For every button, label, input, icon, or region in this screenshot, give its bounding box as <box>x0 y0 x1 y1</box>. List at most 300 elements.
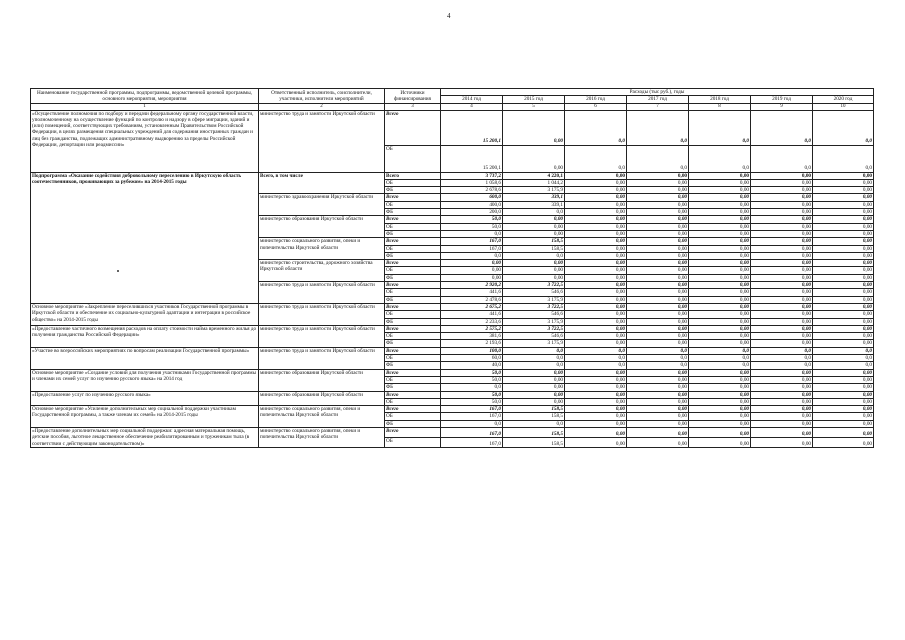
value-cell: 0,00 <box>751 282 813 289</box>
value-cell: 0,00 <box>751 325 813 332</box>
source-cell: ФБ <box>385 209 441 216</box>
value-cell: 0,00 <box>689 303 751 310</box>
table-row <box>31 303 874 310</box>
executor-cell: министерство образования Иркутской области <box>259 369 385 391</box>
value-cell: 0,00 <box>751 333 813 340</box>
year-header: 2017 год <box>627 96 689 103</box>
value-cell: 0,0 <box>751 145 813 172</box>
column-index: 5 <box>503 103 565 110</box>
value-cell: 0,00 <box>689 223 751 230</box>
value-cell: 0,00 <box>503 216 565 223</box>
value-cell: 0,00 <box>689 274 751 281</box>
value-cell: 0,00 <box>565 194 627 201</box>
value-cell: 40,0 <box>441 362 503 369</box>
value-cell: 3 722,5 <box>503 303 565 310</box>
value-cell: 0,00 <box>565 289 627 296</box>
value-cell: 0,00 <box>813 267 874 274</box>
source-cell: Всего <box>385 406 441 413</box>
value-cell: 0,0 <box>813 347 874 354</box>
value-cell: 0,00 <box>689 340 751 347</box>
value-cell: 3 722,5 <box>503 325 565 332</box>
value-cell: 2 675,2 <box>441 303 503 310</box>
value-cell: 0,00 <box>689 194 751 201</box>
value-cell: 0,00 <box>813 245 874 252</box>
value-cell: 0,00 <box>751 384 813 391</box>
source-cell: ФБ <box>385 274 441 281</box>
source-cell: ФБ <box>385 252 441 259</box>
column-index: 3 <box>385 103 441 110</box>
value-cell: 546,6 <box>503 289 565 296</box>
value-cell: 0,00 <box>627 340 689 347</box>
value-cell: 0,0 <box>751 362 813 369</box>
value-cell: 0,0 <box>565 145 627 172</box>
value-cell: 0,00 <box>751 340 813 347</box>
value-cell: 0,00 <box>565 201 627 208</box>
source-cell: ОБ <box>385 437 441 447</box>
value-cell: 0,00 <box>441 260 503 267</box>
value-cell: 0,00 <box>441 274 503 281</box>
value-cell: 0,00 <box>627 223 689 230</box>
table-row <box>31 325 874 332</box>
source-cell: ОБ <box>385 333 441 340</box>
value-cell: 0,00 <box>627 274 689 281</box>
program-cell: Основное мероприятие «Усиление дополнительных мер социальной поддержки участникам Государственной программы, а также членам их семей» на 2014-2015 годы <box>31 406 259 428</box>
value-cell: 0,00 <box>565 398 627 405</box>
value-cell: 0,00 <box>565 427 627 437</box>
value-cell: 158,5 <box>503 245 565 252</box>
value-cell: 0,00 <box>813 216 874 223</box>
value-cell: 2 193,6 <box>441 340 503 347</box>
col-expenses-header: Расходы (тыс руб.), годы <box>441 89 874 96</box>
value-cell: 0,00 <box>565 413 627 420</box>
value-cell: 0,00 <box>751 311 813 318</box>
value-cell: 2 920,2 <box>441 282 503 289</box>
value-cell: 0,00 <box>751 223 813 230</box>
value-cell: 0,00 <box>751 245 813 252</box>
value-cell: 0,00 <box>689 282 751 289</box>
value-cell: 158,5 <box>503 406 565 413</box>
source-cell: Всего <box>385 391 441 398</box>
value-cell: 0,00 <box>689 376 751 383</box>
source-cell: Всего <box>385 369 441 376</box>
value-cell: 0,00 <box>627 437 689 447</box>
value-cell: 339,1 <box>503 194 565 201</box>
value-cell: 0,00 <box>627 376 689 383</box>
value-cell: 0,0 <box>627 355 689 362</box>
budget-table <box>30 88 874 448</box>
value-cell: 0,00 <box>689 289 751 296</box>
year-header: 2014 год <box>441 96 503 103</box>
value-cell: 0,00 <box>751 274 813 281</box>
value-cell: 0,0 <box>503 347 565 354</box>
value-cell: 0,00 <box>689 427 751 437</box>
value-cell: 0,00 <box>751 406 813 413</box>
value-cell: 0,00 <box>689 369 751 376</box>
value-cell: 0,00 <box>627 384 689 391</box>
value-cell: 0,00 <box>689 179 751 186</box>
executor-cell: министерство образования Иркутской области <box>259 391 385 406</box>
value-cell: 0,00 <box>813 223 874 230</box>
value-cell: 0,0 <box>689 145 751 172</box>
value-cell: 0,00 <box>813 391 874 398</box>
value-cell: 0,00 <box>503 267 565 274</box>
value-cell: 0,00 <box>565 296 627 303</box>
value-cell: 0,00 <box>813 384 874 391</box>
value-cell: 546,6 <box>503 311 565 318</box>
executor-cell: министерство труда и занятости Иркутской области <box>259 282 385 304</box>
value-cell: 0,00 <box>751 252 813 259</box>
value-cell: 0,0 <box>441 420 503 427</box>
value-cell: 0,00 <box>565 238 627 245</box>
value-cell: 0,0 <box>689 355 751 362</box>
value-cell: 0,00 <box>565 311 627 318</box>
value-cell: 100,0 <box>441 347 503 354</box>
value-cell: 0,00 <box>503 391 565 398</box>
value-cell: 0,00 <box>627 369 689 376</box>
value-cell: 0,0 <box>441 252 503 259</box>
executor-cell: министерство социального развития, опеки и попечительства Иркутской области <box>259 406 385 428</box>
value-cell: 0,0 <box>751 355 813 362</box>
value-cell: 0,0 <box>565 355 627 362</box>
value-cell: 0,00 <box>751 216 813 223</box>
program-cell: «Осуществление полномочия по подбору и передачи федеральному органу государственной власти, уполномоченному на осуществление функций по контролю и надзору в сфере миграции, зданий и (или) помещений, соответствующих требованиям, установленным Правительством Российской Федерации, в целях размещения специальных учреждений для содержания иностранных граждан и лиц без гражданства, подлежащих административному выдворению за пределы Российской Федерации, депортации или реадмиссии» <box>31 110 259 172</box>
source-cell: Всего <box>385 427 441 437</box>
value-cell: 0,00 <box>813 238 874 245</box>
value-cell: 0,00 <box>503 145 565 172</box>
value-cell: 0,00 <box>565 384 627 391</box>
value-cell: 0,00 <box>565 369 627 376</box>
value-cell: 0,00 <box>813 282 874 289</box>
value-cell: 0,00 <box>813 437 874 447</box>
value-cell: 0,00 <box>689 216 751 223</box>
value-cell: 0,00 <box>627 427 689 437</box>
value-cell: 167,0 <box>441 245 503 252</box>
value-cell: 0,00 <box>565 333 627 340</box>
source-cell: ОБ <box>385 245 441 252</box>
source-cell: Всего <box>385 172 441 179</box>
value-cell: 0,00 <box>627 194 689 201</box>
page-number: 4 <box>447 12 451 20</box>
value-cell: 0,00 <box>627 260 689 267</box>
value-cell: 0,00 <box>813 398 874 405</box>
budget-table-wrapper <box>30 88 873 448</box>
value-cell: 158,5 <box>503 427 565 437</box>
column-index: 8 <box>689 103 751 110</box>
value-cell: 0,00 <box>503 376 565 383</box>
executor-cell: министерство здравоохранения Иркутской области <box>259 194 385 216</box>
column-index: 7 <box>627 103 689 110</box>
value-cell: 0,00 <box>627 179 689 186</box>
value-cell: 0,00 <box>813 413 874 420</box>
source-cell: ФБ <box>385 362 441 369</box>
value-cell: 0,00 <box>751 318 813 325</box>
value-cell: 441,6 <box>441 311 503 318</box>
source-cell: ОБ <box>385 179 441 186</box>
source-cell: ФБ <box>385 187 441 194</box>
value-cell: 0,00 <box>751 303 813 310</box>
source-cell: ОБ <box>385 311 441 318</box>
value-cell: 0,00 <box>813 311 874 318</box>
value-cell: 3 175,9 <box>503 187 565 194</box>
value-cell: 0,00 <box>751 201 813 208</box>
value-cell: 0,0 <box>627 347 689 354</box>
value-cell: 0,0 <box>565 110 627 145</box>
table-row <box>31 347 874 354</box>
value-cell: 0,00 <box>627 201 689 208</box>
value-cell: 3 722,5 <box>503 282 565 289</box>
value-cell: 0,00 <box>689 406 751 413</box>
value-cell: 0,00 <box>813 340 874 347</box>
value-cell: 0,0 <box>503 420 565 427</box>
source-cell: ФБ <box>385 318 441 325</box>
value-cell: 0,00 <box>565 406 627 413</box>
program-cell: «Предоставление услуг по изучению русского языка» <box>31 391 259 406</box>
value-cell: 0,00 <box>627 420 689 427</box>
value-cell: 0,00 <box>503 369 565 376</box>
source-cell: ОБ <box>385 201 441 208</box>
value-cell: 0,00 <box>565 282 627 289</box>
value-cell: 0,00 <box>565 376 627 383</box>
value-cell: 4 220,1 <box>503 172 565 179</box>
value-cell: 0,00 <box>565 223 627 230</box>
value-cell: 0,00 <box>565 260 627 267</box>
value-cell: 0,00 <box>689 420 751 427</box>
value-cell: 0,00 <box>689 318 751 325</box>
program-cell: «Предоставление дополнительных мер социальной поддержки: адресная материальная помощь, детские пособия, льготное лекарственное обеспечение реабилитированным и труженикам тыла (в соответствии с действующим законодательством)» <box>31 427 259 447</box>
value-cell: 50,0 <box>441 376 503 383</box>
executor-cell: министерство образования Иркутской области <box>259 216 385 238</box>
table-row <box>31 369 874 376</box>
value-cell: 0,00 <box>627 267 689 274</box>
value-cell: 0,00 <box>751 260 813 267</box>
value-cell: 0,00 <box>813 325 874 332</box>
value-cell: 0,00 <box>813 376 874 383</box>
executor-cell: министерство социального развития, опеки и попечительства Иркутской области <box>259 238 385 260</box>
source-cell: ОБ <box>385 289 441 296</box>
year-header: 2019 год <box>751 96 813 103</box>
value-cell: 0,00 <box>751 369 813 376</box>
program-cell: «Участие во всероссийских мероприятиях по вопросам реализации Государственной программы» <box>31 347 259 369</box>
value-cell: 0,00 <box>689 187 751 194</box>
value-cell: 0,00 <box>627 289 689 296</box>
value-cell: 0,00 <box>751 376 813 383</box>
value-cell: 0,00 <box>627 303 689 310</box>
value-cell: 0,00 <box>751 296 813 303</box>
value-cell: 0,00 <box>565 252 627 259</box>
source-cell: Всего <box>385 194 441 201</box>
value-cell: 0,00 <box>565 318 627 325</box>
program-cell: Подпрограмма «Оказание содействия добровольному переселению в Иркутскую область соотечественников, проживающих за рубежом» на 2014-2015 годы <box>31 172 259 303</box>
value-cell: 0,00 <box>813 369 874 376</box>
value-cell: 0,00 <box>813 406 874 413</box>
value-cell: 158,5 <box>503 413 565 420</box>
value-cell: 0,00 <box>813 318 874 325</box>
source-cell: ОБ <box>385 145 441 172</box>
value-cell: 0,00 <box>813 333 874 340</box>
value-cell: 0,00 <box>565 187 627 194</box>
col-source-header: Источники финансирования <box>385 89 441 104</box>
source-cell: Всего <box>385 216 441 223</box>
value-cell: 0,00 <box>689 267 751 274</box>
column-index: 2 <box>259 103 385 110</box>
value-cell: 0,0 <box>627 110 689 145</box>
source-cell: Всего <box>385 260 441 267</box>
value-cell: 0,00 <box>503 260 565 267</box>
value-cell: 0,00 <box>565 325 627 332</box>
col-executor-header: Ответственный исполнитель, соисполнители, участники, исполнители мероприятий <box>259 89 385 104</box>
program-cell: Основное мероприятие «Закрепление переселившихся участников Государственной программы в Иркутской области и обеспечение их социально-культурной адаптации и интеграции в российское общество» на 2014-2015 годы <box>31 303 259 325</box>
value-cell: 0,0 <box>565 347 627 354</box>
column-index: 6 <box>565 103 627 110</box>
value-cell: 0,00 <box>627 406 689 413</box>
source-cell: ОБ <box>385 413 441 420</box>
value-cell: 0,0 <box>751 110 813 145</box>
value-cell: 0,00 <box>565 209 627 216</box>
value-cell: 0,00 <box>813 289 874 296</box>
value-cell: 0,00 <box>627 333 689 340</box>
value-cell: 0,00 <box>751 187 813 194</box>
value-cell: 0,00 <box>565 230 627 237</box>
value-cell: 0,00 <box>503 274 565 281</box>
table-row <box>31 391 874 398</box>
value-cell: 0,00 <box>689 201 751 208</box>
value-cell: 0,0 <box>503 362 565 369</box>
source-cell: Всего <box>385 325 441 332</box>
table-row <box>31 172 874 179</box>
value-cell: 167,0 <box>441 406 503 413</box>
source-cell: Всего <box>385 110 441 145</box>
value-cell: 0,0 <box>689 347 751 354</box>
value-cell: 200,0 <box>441 209 503 216</box>
value-cell: 0,00 <box>689 230 751 237</box>
source-cell: ФБ <box>385 340 441 347</box>
value-cell: 1 058,6 <box>441 179 503 186</box>
value-cell: 0,00 <box>627 398 689 405</box>
value-cell: 0,0 <box>689 362 751 369</box>
value-cell: 0,00 <box>627 187 689 194</box>
value-cell: 0,00 <box>813 296 874 303</box>
table-row <box>31 427 874 437</box>
value-cell: 50,0 <box>441 216 503 223</box>
value-cell: 0,00 <box>689 398 751 405</box>
source-cell: ОБ <box>385 267 441 274</box>
value-cell: 0,00 <box>751 172 813 179</box>
value-cell: 0,00 <box>565 391 627 398</box>
value-cell: 0,00 <box>689 325 751 332</box>
column-index: 4 <box>441 103 503 110</box>
value-cell: 0,00 <box>627 318 689 325</box>
value-cell: 50,0 <box>441 398 503 405</box>
value-cell: 0,0 <box>751 347 813 354</box>
column-index: 1 <box>31 103 259 110</box>
value-cell: 0,00 <box>565 274 627 281</box>
value-cell: 0,00 <box>565 267 627 274</box>
value-cell: 0,0 <box>441 230 503 237</box>
source-cell: ОБ <box>385 223 441 230</box>
value-cell: 0,00 <box>813 209 874 216</box>
executor-cell: министерство труда и занятости Иркутской области <box>259 303 385 325</box>
value-cell: 0,00 <box>813 420 874 427</box>
value-cell: 381,6 <box>441 333 503 340</box>
executor-cell: Всего, в том числе <box>259 172 385 194</box>
value-cell: 50,0 <box>441 391 503 398</box>
value-cell: 3 737,2 <box>441 172 503 179</box>
source-cell: ФБ <box>385 420 441 427</box>
value-cell: 50,0 <box>441 369 503 376</box>
value-cell: 0,00 <box>689 311 751 318</box>
value-cell: 3 175,9 <box>503 296 565 303</box>
value-cell: 546,6 <box>503 333 565 340</box>
value-cell: 0,00 <box>751 267 813 274</box>
source-cell: ОБ <box>385 376 441 383</box>
value-cell: 167,0 <box>441 427 503 437</box>
value-cell: 0,00 <box>565 303 627 310</box>
value-cell: 0,00 <box>689 260 751 267</box>
program-cell: «Предоставление частичного возмещения расходов на оплату стоимости найма временного жилья до получения гражданства Российской Федерации» <box>31 325 259 347</box>
table-row <box>31 110 874 145</box>
value-cell: 0,00 <box>503 230 565 237</box>
value-cell: 0,00 <box>689 245 751 252</box>
value-cell: 0,00 <box>813 194 874 201</box>
source-cell: ОБ <box>385 355 441 362</box>
value-cell: 3 175,9 <box>503 318 565 325</box>
executor-cell: министерство строительства, дорожного хозяйства Иркутской области <box>259 260 385 282</box>
value-cell: 0,00 <box>503 110 565 145</box>
value-cell: 0,00 <box>627 325 689 332</box>
value-cell: 0,00 <box>627 252 689 259</box>
source-cell: Всего <box>385 347 441 354</box>
value-cell: 158,5 <box>503 437 565 447</box>
value-cell: 158,5 <box>503 238 565 245</box>
value-cell: 600,0 <box>441 194 503 201</box>
value-cell: 0,0 <box>503 252 565 259</box>
value-cell: 0,00 <box>627 238 689 245</box>
value-cell: 0,0 <box>503 355 565 362</box>
header-row-top <box>31 89 874 96</box>
value-cell: 60,0 <box>441 355 503 362</box>
value-cell: 0,00 <box>751 238 813 245</box>
value-cell: 0,00 <box>813 303 874 310</box>
value-cell: 0,00 <box>751 209 813 216</box>
source-cell: Всего <box>385 303 441 310</box>
value-cell: 0,00 <box>813 172 874 179</box>
year-header: 2018 год <box>689 96 751 103</box>
value-cell: 441,6 <box>441 289 503 296</box>
source-cell: ФБ <box>385 230 441 237</box>
value-cell: 0,00 <box>627 230 689 237</box>
value-cell: 15 200,1 <box>441 110 503 145</box>
value-cell: 0,00 <box>503 223 565 230</box>
value-cell: 0,00 <box>689 296 751 303</box>
executor-cell: министерство труда и занятости Иркутской области <box>259 347 385 369</box>
value-cell: 0,00 <box>441 267 503 274</box>
value-cell: 2 478,6 <box>441 296 503 303</box>
value-cell: 0,00 <box>751 391 813 398</box>
value-cell: 0,00 <box>751 437 813 447</box>
value-cell: 0,00 <box>751 427 813 437</box>
value-cell: 0,00 <box>565 340 627 347</box>
executor-cell: министерство социального развития, опеки и попечительства Иркутской области <box>259 427 385 447</box>
source-cell: ФБ <box>385 384 441 391</box>
year-header: 2020 год <box>813 96 874 103</box>
value-cell: 0,00 <box>751 289 813 296</box>
value-cell: 0,00 <box>813 230 874 237</box>
value-cell: 0,00 <box>627 296 689 303</box>
executor-cell: министерство труда и занятости Иркутской области <box>259 325 385 347</box>
value-cell: 400,0 <box>441 201 503 208</box>
value-cell: 0,00 <box>751 420 813 427</box>
column-index-row <box>31 103 874 110</box>
